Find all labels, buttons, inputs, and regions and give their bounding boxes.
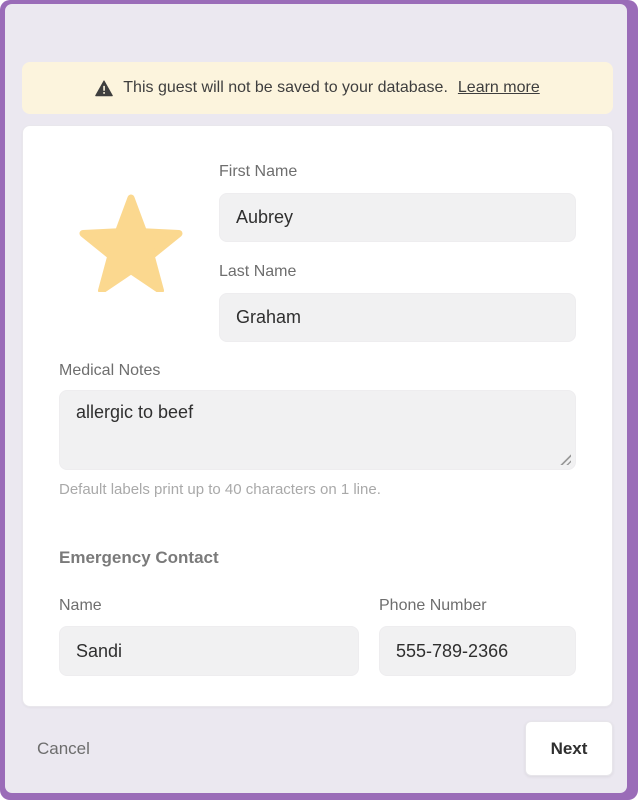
emergency-name-group xyxy=(59,598,359,676)
name-section xyxy=(59,164,576,342)
name-fields-column xyxy=(219,164,576,342)
medical-notes-textarea[interactable] xyxy=(59,390,576,470)
emergency-phone-label: Phone Number xyxy=(379,597,487,614)
modal-footer xyxy=(22,721,613,776)
learn-more-link[interactable]: Learn more xyxy=(457,79,540,96)
emergency-contact-row xyxy=(59,598,576,676)
warning-icon xyxy=(95,80,113,97)
last-name-label: Last Name xyxy=(219,263,297,280)
cancel-button[interactable]: Cancel xyxy=(37,738,90,758)
emergency-name-label: Name xyxy=(59,597,102,614)
guest-icon-column xyxy=(59,164,219,342)
emergency-contact-heading: Emergency Contact xyxy=(59,548,219,567)
medical-notes-label: Medical Notes xyxy=(59,362,161,379)
first-name-input[interactable] xyxy=(219,193,576,242)
emergency-phone-input[interactable] xyxy=(379,626,576,676)
last-name-input[interactable] xyxy=(219,293,576,342)
warning-text: This guest will not be saved to your database. xyxy=(123,79,448,96)
medical-notes-wrap xyxy=(59,390,576,470)
emergency-phone-group xyxy=(379,598,576,676)
guest-form-card xyxy=(22,125,613,707)
emergency-name-input[interactable] xyxy=(59,626,359,676)
star-icon xyxy=(79,192,183,292)
first-name-label: First Name xyxy=(219,163,298,180)
modal-backdrop xyxy=(5,4,627,793)
warning-banner xyxy=(22,62,613,114)
next-button[interactable]: Next xyxy=(525,721,613,776)
medical-notes-helper: Default labels print up to 40 characters on 1 line. xyxy=(59,481,381,498)
